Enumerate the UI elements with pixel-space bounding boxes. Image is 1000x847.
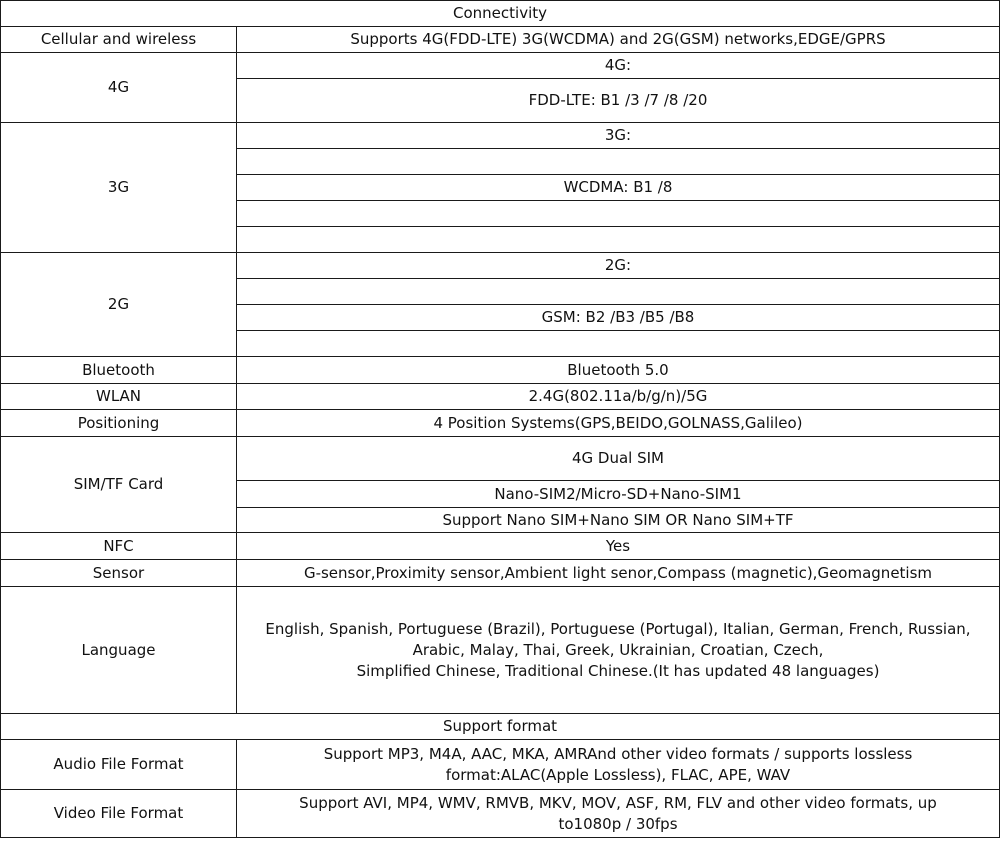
bluetooth-label: Bluetooth: [1, 357, 237, 384]
language-line: English, Spanish, Portuguese (Brazil), Portuguese (Portugal), Italian, German, French, Russian,: [265, 619, 971, 638]
cellular-label: Cellular and wireless: [1, 27, 237, 53]
table-row: [1, 437, 1000, 481]
sim-slots: Nano-SIM2/Micro-SD+Nano-SIM1: [237, 481, 1000, 508]
empty-cell: [237, 149, 1000, 175]
video-line: to1080p / 30fps: [558, 814, 678, 833]
positioning-value: 4 Position Systems(GPS,BEIDO,GOLNASS,Galileo): [237, 410, 1000, 437]
gsm-heading: 2G:: [237, 253, 1000, 279]
gsm-label: 2G: [1, 253, 237, 357]
audio-line: format:ALAC(Apple Lossless), FLAC, APE, WAV: [445, 765, 791, 784]
sim-support: Support Nano SIM+Nano SIM OR Nano SIM+TF: [237, 508, 1000, 533]
wlan-label: WLAN: [1, 384, 237, 410]
sim-dual: 4G Dual SIM: [237, 437, 1000, 481]
table-row: [1, 253, 1000, 279]
empty-cell: [237, 331, 1000, 357]
table-row: [1, 384, 1000, 410]
table-row: [1, 587, 1000, 714]
language-line: Arabic, Malay, Thai, Greek, Ukrainian, Croatian, Czech,: [412, 640, 824, 659]
wcdma-bands: WCDMA: B1 /8: [237, 175, 1000, 201]
sim-label: SIM/TF Card: [1, 437, 237, 533]
lte-bands: FDD-LTE: B1 /3 /7 /8 /20: [237, 79, 1000, 123]
table-row: [1, 410, 1000, 437]
table-row: [1, 740, 1000, 790]
video-line: Support AVI, MP4, WMV, RMVB, MKV, MOV, ASF, RM, FLV and other video formats, up: [299, 793, 937, 812]
section-header-row: [1, 1, 1000, 27]
gsm-bands: GSM: B2 /B3 /B5 /B8: [237, 305, 1000, 331]
empty-cell: [237, 227, 1000, 253]
lte-label: 4G: [1, 53, 237, 123]
empty-cell: [237, 279, 1000, 305]
sensor-label: Sensor: [1, 560, 237, 587]
nfc-label: NFC: [1, 533, 237, 560]
empty-cell: [237, 201, 1000, 227]
bluetooth-value: Bluetooth 5.0: [237, 357, 1000, 384]
table-row: [1, 790, 1000, 838]
language-line: Simplified Chinese, Traditional Chinese.(It has updated 48 languages): [356, 661, 880, 680]
wlan-value: 2.4G(802.11a/b/g/n)/5G: [237, 384, 1000, 410]
audio-line: Support MP3, M4A, AAC, MKA, AMRAnd other video formats / supports lossless: [323, 744, 913, 763]
table-row: [1, 560, 1000, 587]
positioning-label: Positioning: [1, 410, 237, 437]
support-format-header: Support format: [1, 714, 1000, 740]
audio-value: [237, 740, 1000, 790]
sensor-value: G-sensor,Proximity sensor,Ambient light senor,Compass (magnetic),Geomagnetism: [237, 560, 1000, 587]
section-header-row: [1, 714, 1000, 740]
language-label: Language: [1, 587, 237, 714]
cellular-value: Supports 4G(FDD-LTE) 3G(WCDMA) and 2G(GSM) networks,EDGE/GPRS: [237, 27, 1000, 53]
video-label: Video File Format: [1, 790, 237, 838]
language-value: [237, 587, 1000, 714]
wcdma-label: 3G: [1, 123, 237, 253]
audio-label: Audio File Format: [1, 740, 237, 790]
table-row: [1, 357, 1000, 384]
table-row: [1, 53, 1000, 79]
nfc-value: Yes: [237, 533, 1000, 560]
connectivity-header: Connectivity: [1, 1, 1000, 27]
wcdma-heading: 3G:: [237, 123, 1000, 149]
lte-heading: 4G:: [237, 53, 1000, 79]
table-row: [1, 123, 1000, 149]
table-row: [1, 533, 1000, 560]
video-value: [237, 790, 1000, 838]
table-row: [1, 27, 1000, 53]
